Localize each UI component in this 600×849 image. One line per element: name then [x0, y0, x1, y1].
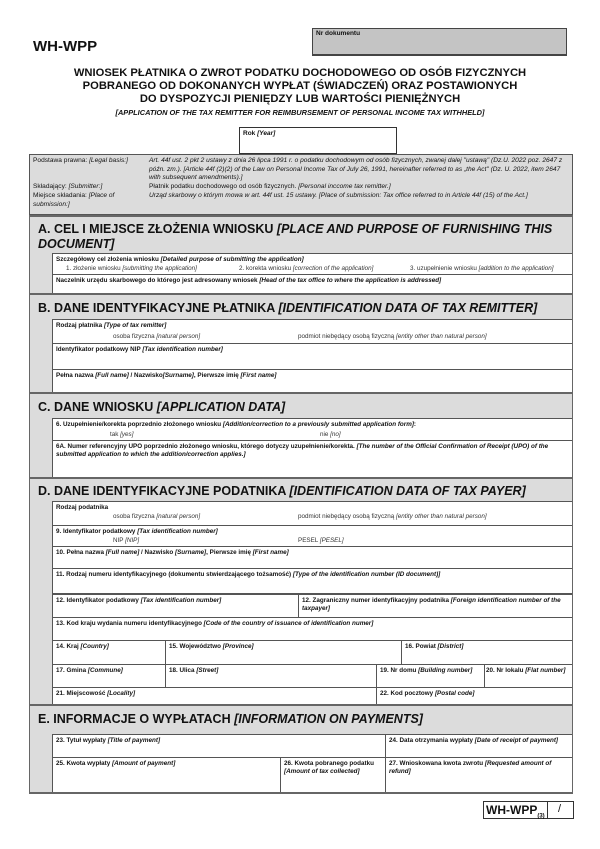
field-9-nip[interactable] [113, 537, 139, 544]
field-10[interactable] [53, 546, 572, 568]
remitter-nip-label [56, 346, 570, 354]
field-17-label [56, 667, 163, 675]
field-25-label [56, 760, 278, 768]
section-a-body [52, 253, 572, 295]
label-part: 15. Województwo [169, 643, 222, 650]
remitter-type-entity[interactable] [298, 333, 487, 340]
field-20-label [486, 667, 570, 675]
label-part-en: [Full name] [95, 372, 129, 379]
section-e-body [52, 734, 572, 792]
remitter-type-natural-person[interactable] [113, 333, 200, 340]
document-number-label: Nr dokumentu [316, 30, 361, 37]
option-label-en: [no] [330, 431, 341, 438]
option-label: nie [320, 431, 329, 438]
field-17-commune[interactable] [53, 664, 165, 687]
remitter-nip-label-pl: Identyfikator podatkowy NIP [56, 346, 141, 353]
section-c-title [38, 400, 285, 415]
section-d-title [38, 484, 526, 499]
option-label-en: [yes] [120, 431, 134, 438]
submitter-key-pl: Składający: [33, 183, 67, 190]
option-label: podmiot niebędący osobą fizyczną [298, 333, 395, 340]
footer-code-text [486, 803, 545, 819]
option-label-en: [natural person] [156, 333, 201, 340]
field-25-amount[interactable] [53, 757, 280, 792]
place-key-en: [Place of submission:] [33, 192, 115, 208]
section-b-body [52, 319, 572, 394]
section-c-body [52, 418, 572, 479]
remitter-name-field[interactable] [53, 369, 572, 394]
field-12-foreign-label [302, 597, 570, 613]
field-24-label [389, 737, 570, 745]
label-part-en: [Surname] [162, 372, 194, 379]
label-part: / Nazwisko [139, 549, 174, 556]
section-d [29, 477, 573, 707]
field-12-foreign-label-en: [Foreign identification number of the taxpayer] [302, 597, 561, 612]
field-18-street[interactable] [165, 664, 376, 687]
label-part: 18. Ulica [169, 667, 195, 674]
field-22-label [380, 690, 570, 698]
label-part: 14. Kraj [56, 643, 79, 650]
place-key-pl: Miejsce składania: [33, 192, 87, 199]
option-label-en: [entity other than natural person] [396, 333, 487, 340]
footer-version: (3) [537, 813, 545, 820]
year-label [243, 130, 275, 137]
section-b [29, 293, 573, 395]
legal-basis-key-en: [Legal basis:] [89, 157, 128, 164]
remitter-nip-label-en: [Tax identification number] [142, 346, 223, 353]
label-part: 19. Nr domu [380, 667, 417, 674]
remitter-nip-field[interactable] [53, 343, 572, 369]
label-part: 20. Nr lokalu [486, 667, 524, 674]
option-label: 3. uzupełnienie wniosku [410, 265, 477, 272]
remitter-name-label [56, 372, 570, 380]
field-12[interactable] [53, 593, 298, 617]
section-a [29, 215, 573, 296]
field-9-label-en: [Tax identification number] [137, 528, 218, 535]
section-b-title-pl: B. DANE IDENTYFIKACYJNE PŁATNIKA [38, 301, 275, 315]
purpose-option-2[interactable] [239, 265, 373, 272]
field-12-label-pl: 12. Identyfikator podatkowy [56, 597, 139, 604]
place-value [149, 192, 569, 201]
option-label-en: [correction of the application] [292, 265, 374, 272]
form-title [30, 67, 570, 106]
field-16-label [405, 643, 570, 651]
label-part: 10. Pełna nazwa [56, 549, 104, 556]
payer-type-field [53, 501, 572, 525]
purpose-field [53, 253, 572, 274]
option-label: tak [110, 431, 119, 438]
label-part-en: [Street] [196, 667, 219, 674]
field-19-label [380, 667, 482, 675]
section-e [29, 704, 573, 794]
field-26-tax[interactable] [280, 757, 385, 792]
payer-type-entity[interactable] [298, 513, 487, 520]
option-label-en: [entity other than natural person] [396, 513, 487, 520]
field-13-label-en: [Code of the country of issuance of identification numer] [203, 620, 374, 627]
label-part: 16. Powiat [405, 643, 436, 650]
section-e-title-en: [INFORMATION ON PAYMENTS] [234, 712, 423, 726]
field-18-label [169, 667, 374, 675]
place-value-text: Urząd skarbowy o którym mowa w art. 44f ust. 15 ustawy. [Place of submission: Tax office referred to in Article 44f (15) of the Act.] [149, 192, 528, 199]
legal-basis-key-pl: Podstawa prawna: [33, 157, 88, 164]
field-27-refund[interactable] [385, 757, 572, 792]
page-separator: / [558, 803, 562, 815]
label-part: 23. Tytuł wypłaty [56, 737, 106, 744]
field-6 [53, 418, 572, 440]
option-label: PESEL [298, 537, 319, 544]
field-15-province[interactable] [165, 640, 401, 664]
purpose-option-1[interactable] [66, 265, 197, 272]
submitter-value [149, 183, 569, 192]
label-part-en: [Full name] [105, 549, 140, 556]
year-label-en: [Year] [257, 130, 276, 137]
field-24-date[interactable] [385, 734, 572, 757]
label-part: 17. Gmina [56, 667, 87, 674]
field-27-label [389, 760, 570, 776]
remitter-type-field [53, 319, 572, 343]
footer-code: WH-WPP [486, 803, 538, 817]
field-19-building[interactable] [376, 664, 484, 687]
legal-basis-value-text: Art. 44f ust. 2 pkt 2 ustawy z dnia 26 lipca 1991 r. o podatku dochodowym od osób fizycznych, zwanej dalej "ustawą" (Dz.U. 2022 poz. 2647 z późn. zm.). [Article 44f (2)(2) of the Law on Personal Income Tax of July 26, 1991, hereinafter referred to as „the Act" (Dz. U. 2022, item 2647 with subsequent amendments).] [149, 157, 563, 182]
field-10-label [56, 549, 570, 557]
field-21-label [56, 690, 374, 698]
payer-type-natural-person[interactable] [113, 513, 200, 520]
label-part-en: [Title of payment] [107, 737, 161, 744]
label-part-en: [Locality] [107, 690, 136, 697]
label-part-en: [Amount of payment] [112, 760, 176, 767]
label-part-en: [Commune] [87, 667, 123, 674]
section-e-title [38, 712, 423, 727]
purpose-label-pl: Szczegółowy cel złożenia wniosku [56, 256, 159, 263]
section-b-title [38, 301, 537, 316]
field-12-label-en: [Tax identification number] [140, 597, 222, 604]
submitter-key-en: [Submitter:] [68, 183, 103, 190]
label-part-en: [Province] [222, 643, 254, 650]
label-part: 22. Kod pocztowy [380, 690, 434, 697]
label-part-en: [First name] [240, 372, 277, 379]
field-6-no[interactable] [320, 431, 341, 438]
field-23-title[interactable] [53, 734, 385, 757]
field-6-yes[interactable] [110, 431, 133, 438]
field-12-foreign-label-pl: 12. Zagraniczny numer identyfikacyjny podatnika [302, 597, 449, 604]
label-part-en: [First name] [252, 549, 289, 556]
year-label-pl: Rok [243, 130, 256, 137]
place-key [33, 192, 143, 209]
field-6a-label-en: [The number of the Official Confirmation of Receipt (UPO) of the submitted application to which the addition/correction applies.] [56, 443, 549, 458]
document-number-field[interactable] [312, 28, 567, 56]
label-part-en: [Building number] [418, 667, 473, 674]
remitter-type-label-pl: Rodzaj płatnika [56, 322, 103, 329]
legal-basis-value [149, 157, 569, 183]
tax-office-label-en: [Head of the tax office to where the application is addressed] [259, 277, 442, 284]
option-label: podmiot niebędący osobą fizyczną [298, 513, 395, 520]
option-label-en: [natural person] [156, 513, 201, 520]
option-label: 2. korekta wniosku [239, 265, 292, 272]
option-label: 1. złożenie wniosku [66, 265, 121, 272]
field-16-district[interactable] [401, 640, 572, 664]
tax-office-field[interactable] [53, 274, 572, 295]
field-12-foreign[interactable] [298, 593, 572, 617]
section-c-title-pl: C. DANE WNIOSKU [38, 400, 154, 414]
label-part-en: [Requested amount of refund] [389, 760, 552, 775]
legal-basis-key [33, 157, 143, 166]
option-label-en: [NIP] [125, 537, 140, 544]
title-line: WNIOSEK PŁATNIKA O ZWROT PODATKU DOCHODOWEGO OD OSÓB FIZYCZNYCH [73, 67, 527, 79]
form-title-en: [APPLICATION OF THE TAX REMITTER FOR REIMBURSEMENT OF PERSONAL INCOME TAX WITHHELD] [115, 108, 485, 117]
section-d-title-en: [IDENTIFICATION DATA OF TAX PAYER] [289, 484, 526, 498]
label-part-en: [District] [437, 643, 464, 650]
label-part: , Pierwsze imię [193, 372, 239, 379]
label-part: 24. Data otrzymania wypłaty [389, 737, 473, 744]
tax-office-label-pl: Naczelnik urzędu skarbowego do którego jest adresowany wniosek [56, 277, 258, 284]
field-11-label [56, 571, 570, 579]
field-20-flat[interactable] [484, 664, 572, 687]
title-line: DO DYSPOZYCJI PIENIĘDZY LUB WARTOŚCI PIENIĘŻNYCH [139, 93, 461, 105]
payer-type-label: Rodzaj podatnika [56, 504, 109, 511]
field-6a[interactable] [53, 440, 572, 479]
section-e-title-pl: E. INFORMACJE O WYPŁATACH [38, 712, 231, 726]
label-part-en: [Flat number] [525, 667, 566, 674]
section-d-title-pl: D. DANE IDENTYFIKACYJNE PODATNIKA [38, 484, 286, 498]
field-9-pesel[interactable] [298, 537, 344, 544]
submitter-value-en: [Personal inccome tax remitter.] [298, 183, 391, 190]
label-part: , Pierwsze imię [206, 549, 251, 556]
field-6-label: 6. Uzupełnienie/korekta poprzednio złożonego wniosku [Addition/correction to a previously submitted application form]: [56, 421, 417, 428]
field-9-label-pl: 9. Identyfikator podatkowy [56, 528, 136, 535]
submitter-value-pl: Płatnik podatku dochodowego od osób fizycznych. [149, 183, 297, 190]
field-6a-label [56, 443, 570, 459]
label-part: 21. Miejscowość [56, 690, 106, 697]
field-11-label-pl: 11. Rodzaj numeru identyfikacyjnego (dokumentu stwierdzającego tożsamość) [56, 571, 292, 578]
field-9 [53, 525, 572, 546]
section-a-title-en: [PLACE AND PURPOSE OF FURNISHING THIS DOCUMENT] [38, 222, 553, 251]
purpose-label [56, 256, 570, 264]
section-a-title [38, 222, 558, 252]
submitter-key [33, 183, 143, 192]
field-14-country[interactable] [53, 640, 165, 664]
option-label: osoba fizyczna [113, 333, 155, 340]
label-part: 27. Wnioskowana kwota zwrotu [389, 760, 484, 767]
year-field[interactable] [239, 127, 397, 154]
label-part-en: [Country] [80, 643, 109, 650]
label-part-en: [Surname] [175, 549, 207, 556]
field-14-label [56, 643, 163, 651]
field-11-label-en: [Type of the identification number (ID document)] [292, 571, 441, 578]
label-part: Pełna nazwa [56, 372, 94, 379]
option-label: osoba fizyczna [113, 513, 155, 520]
option-label: NIP [113, 537, 124, 544]
purpose-label-en: [Detailed purpose of submitting the application] [160, 256, 304, 263]
option-label-en: [submitting the application] [122, 265, 197, 272]
footer-form-code [483, 801, 574, 819]
section-b-title-en: [IDENTIFICATION DATA OF TAX REMITTER] [278, 301, 538, 315]
field-13[interactable] [53, 617, 572, 640]
section-a-title-pl: A. CEL I MIEJSCE ZŁOŻENIA WNIOSKU [38, 222, 274, 236]
purpose-option-3[interactable] [410, 265, 554, 272]
title-line: POBRANEGO OD DOKONANYCH WYPŁAT (ŚWIADCZEŃ) ORAZ POSTAWIONYCH [82, 80, 518, 92]
field-13-label [56, 620, 570, 628]
footer-divider [547, 802, 548, 818]
field-23-label [56, 737, 383, 745]
remitter-type-label-en: [Type of tax remitter] [103, 322, 167, 329]
form-code: WH-WPP [33, 38, 98, 55]
field-6a-label-pl: 6A. Numer referencyjny UPO poprzednio złożonego wniosku, którego dotyczy uzupełnienie/korekta. [56, 443, 355, 450]
label-part-en: [Amount of tax collected] [284, 768, 360, 775]
option-label-en: [PESEL] [319, 537, 344, 544]
field-26-label [284, 760, 383, 776]
tax-office-label [56, 277, 570, 285]
field-11[interactable] [53, 568, 572, 593]
label-part: / Nazwisko [128, 372, 163, 379]
field-12-label [56, 597, 296, 605]
remitter-type-label [56, 322, 570, 330]
field-15-label [169, 643, 399, 651]
label-part-en: [Postal code] [434, 690, 475, 697]
field-6-label-pl: 6. Uzupełnienie/korekta poprzednio złożonego wniosku [56, 421, 222, 428]
label-part-en: [Date of receipt of payment] [474, 737, 559, 744]
option-label-en: [addition to the application] [478, 265, 554, 272]
field-9-label [56, 528, 570, 536]
section-c-title-en: [APPLICATION DATA] [156, 400, 286, 414]
legal-basis-box [29, 154, 573, 215]
field-6-label-en: [Addition/correction to a previously submitted application form] [222, 421, 414, 428]
label-part: 26. Kwota pobranego podatku [284, 760, 374, 767]
label-part: 25. Kwota wypłaty [56, 760, 111, 767]
section-d-body [52, 501, 572, 706]
section-c [29, 392, 573, 480]
field-13-label-pl: 13. Kod kraju wydania numeru identyfikacyjnego [56, 620, 202, 627]
